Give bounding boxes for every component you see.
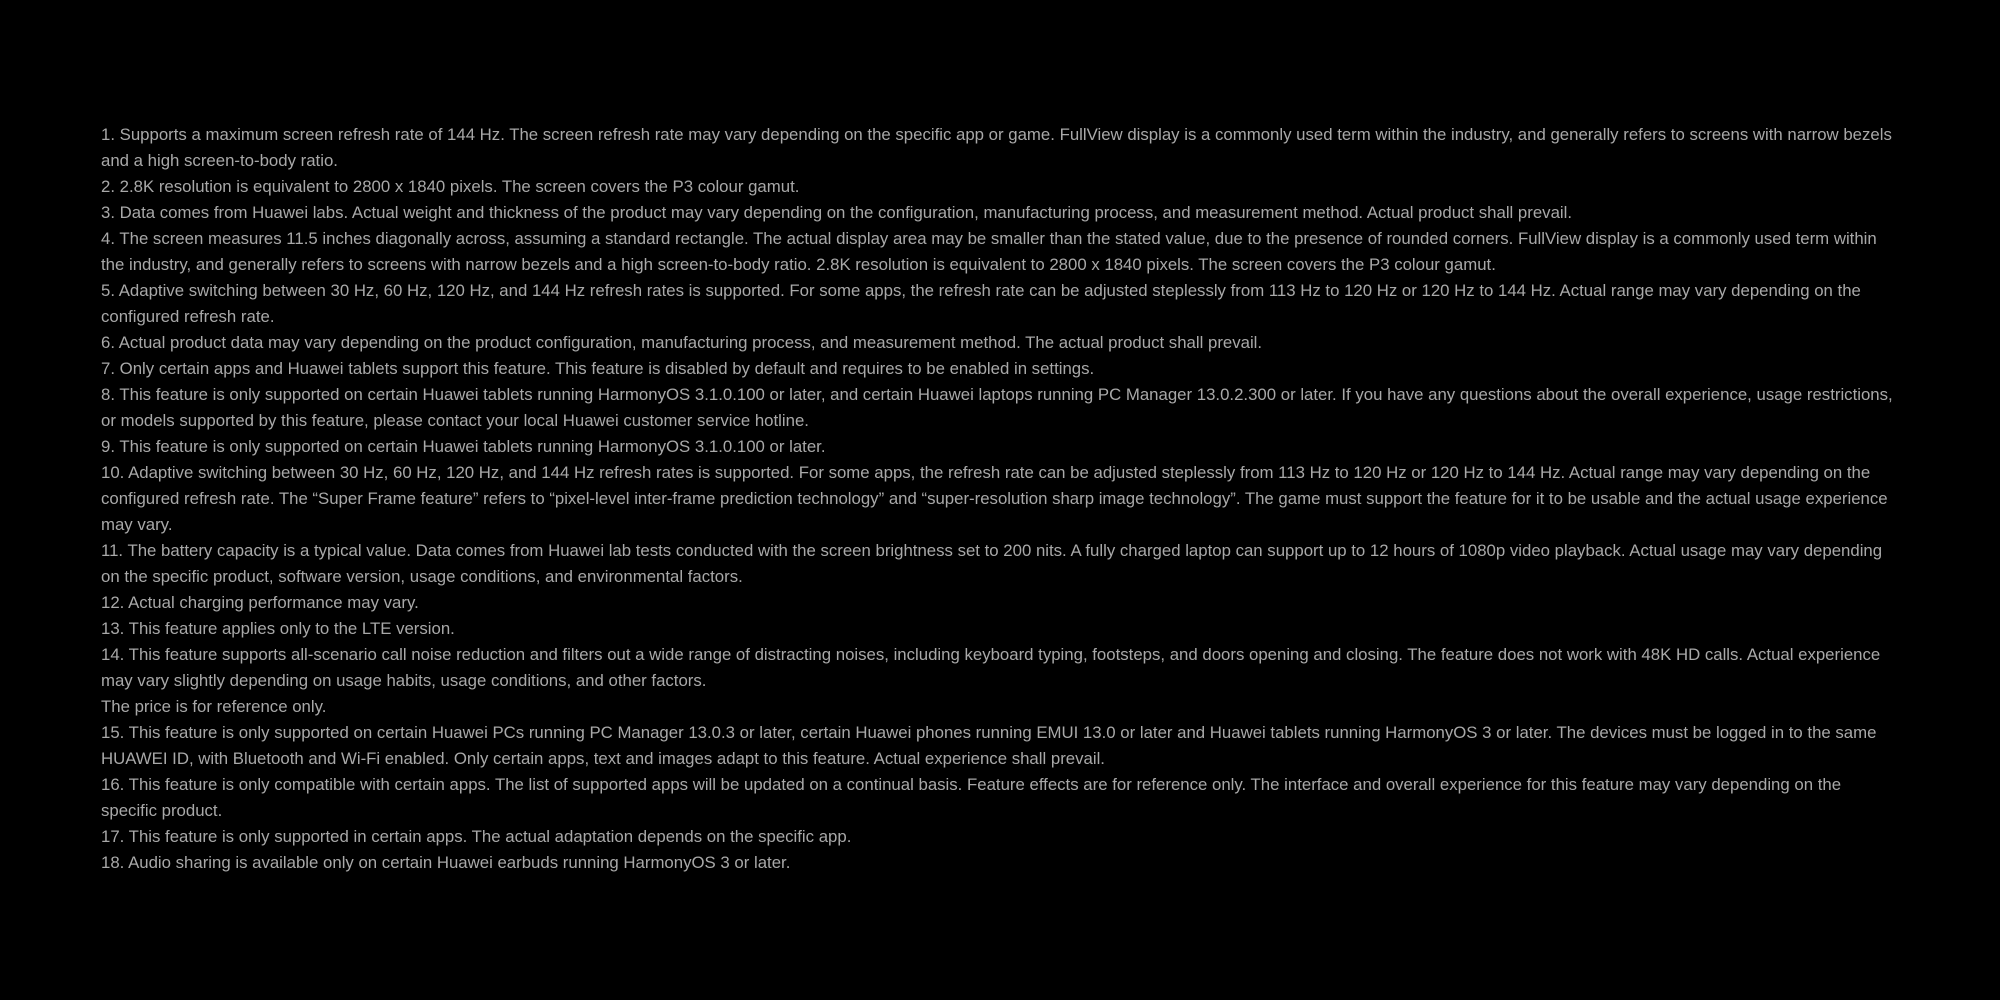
- disclaimer-item-17: 17. This feature is only supported in certain apps. The actual adaptation depends on the specific app.: [101, 827, 852, 846]
- disclaimer-item-14: 14. This feature supports all-scenario call noise reduction and filters out a wide range of distracting noises, including keyboard typing, footsteps, and doors opening and closing. The feature does not work with 48K HD calls. Actual experience may vary slightly depending on usage habits, usage conditions, and other factors.: [101, 645, 1881, 690]
- disclaimer-item-5: 5. Adaptive switching between 30 Hz, 60 Hz, 120 Hz, and 144 Hz refresh rates is supported. For some apps, the refresh rate can be adjusted steplessly from 113 Hz to 120 Hz or 120 Hz to 144 Hz. Actual range may vary depending on the configured refresh rate.: [101, 281, 1861, 326]
- disclaimer-item-15: 15. This feature is only supported on certain Huawei PCs running PC Manager 13.0.3 or later, certain Huawei phones running EMUI 13.0 or later and Huawei tablets running HarmonyOS 3 or later. The devices must be logged in to the same HUAWEI ID, with Bluetooth and Wi-Fi enabled. Only certain apps, text and images adapt to this feature. Actual experience shall prevail.: [101, 723, 1877, 768]
- disclaimer-item-16: 16. This feature is only compatible with certain apps. The list of supported apps will be updated on a continual basis. Feature effects are for reference only. The interface and overall experience for this feature may vary depending on the specific product.: [101, 775, 1842, 820]
- price-reference-note: The price is for reference only.: [101, 697, 327, 716]
- disclaimer-item-18: 18. Audio sharing is available only on certain Huawei earbuds running HarmonyOS 3 or later.: [101, 853, 791, 872]
- disclaimer-item-11: 11. The battery capacity is a typical value. Data comes from Huawei lab tests conducted with the screen brightness set to 200 nits. A fully charged laptop can support up to 12 hours of 1080p video playback. Actual usage may vary depending on the specific product, software version, usage conditions, and environmental factors.: [101, 541, 1883, 586]
- disclaimer-item-7: 7. Only certain apps and Huawei tablets support this feature. This feature is disabled by default and requires to be enabled in settings.: [101, 359, 1095, 378]
- disclaimer-item-10: 10. Adaptive switching between 30 Hz, 60 Hz, 120 Hz, and 144 Hz refresh rates is supported. For some apps, the refresh rate can be adjusted steplessly from 113 Hz to 120 Hz or 120 Hz to 144 Hz. Actual range may vary depending on the configured refresh rate. The “Super Frame feature” refers to “pixel-level inter-frame prediction technology” and “super-resolution sharp image technology”. The game must support the feature for it to be usable and the actual usage experience may vary.: [101, 463, 1888, 534]
- disclaimer-item-1: 1. Supports a maximum screen refresh rate of 144 Hz. The screen refresh rate may vary depending on the specific app or game. FullView display is a commonly used term within the industry, and generally refers to screens with narrow bezels and a high screen-to-body ratio.: [101, 125, 1892, 170]
- disclaimer-item-13: 13. This feature applies only to the LTE version.: [101, 619, 455, 638]
- disclaimer-item-9: 9. This feature is only supported on certain Huawei tablets running HarmonyOS 3.1.0.100 or later.: [101, 437, 826, 456]
- disclaimer-item-3: 3. Data comes from Huawei labs. Actual weight and thickness of the product may vary depending on the configuration, manufacturing process, and measurement method. Actual product shall prevail.: [101, 203, 1573, 222]
- disclaimer-item-2: 2. 2.8K resolution is equivalent to 2800 x 1840 pixels. The screen covers the P3 colour gamut.: [101, 177, 800, 196]
- disclaimer-item-6: 6. Actual product data may vary depending on the product configuration, manufacturing process, and measurement method. The actual product shall prevail.: [101, 333, 1263, 352]
- disclaimer-item-4: 4. The screen measures 11.5 inches diagonally across, assuming a standard rectangle. The actual display area may be smaller than the stated value, due to the presence of rounded corners. FullView display is a commonly used term within the industry, and generally refers to screens with narrow bezels and a high screen-to-body ratio. 2.8K resolution is equivalent to 2800 x 1840 pixels. The screen covers the P3 colour gamut.: [101, 229, 1877, 274]
- disclaimer-item-8: 8. This feature is only supported on certain Huawei tablets running HarmonyOS 3.1.0.100 or later, and certain Huawei laptops running PC Manager 13.0.2.300 or later. If you have any questions about the overall experience, usage restrictions, or models supported by this feature, please contact your local Huawei customer service hotline.: [101, 385, 1893, 430]
- disclaimer-item-12: 12. Actual charging performance may vary.: [101, 593, 419, 612]
- disclaimer-list: [101, 122, 1901, 876]
